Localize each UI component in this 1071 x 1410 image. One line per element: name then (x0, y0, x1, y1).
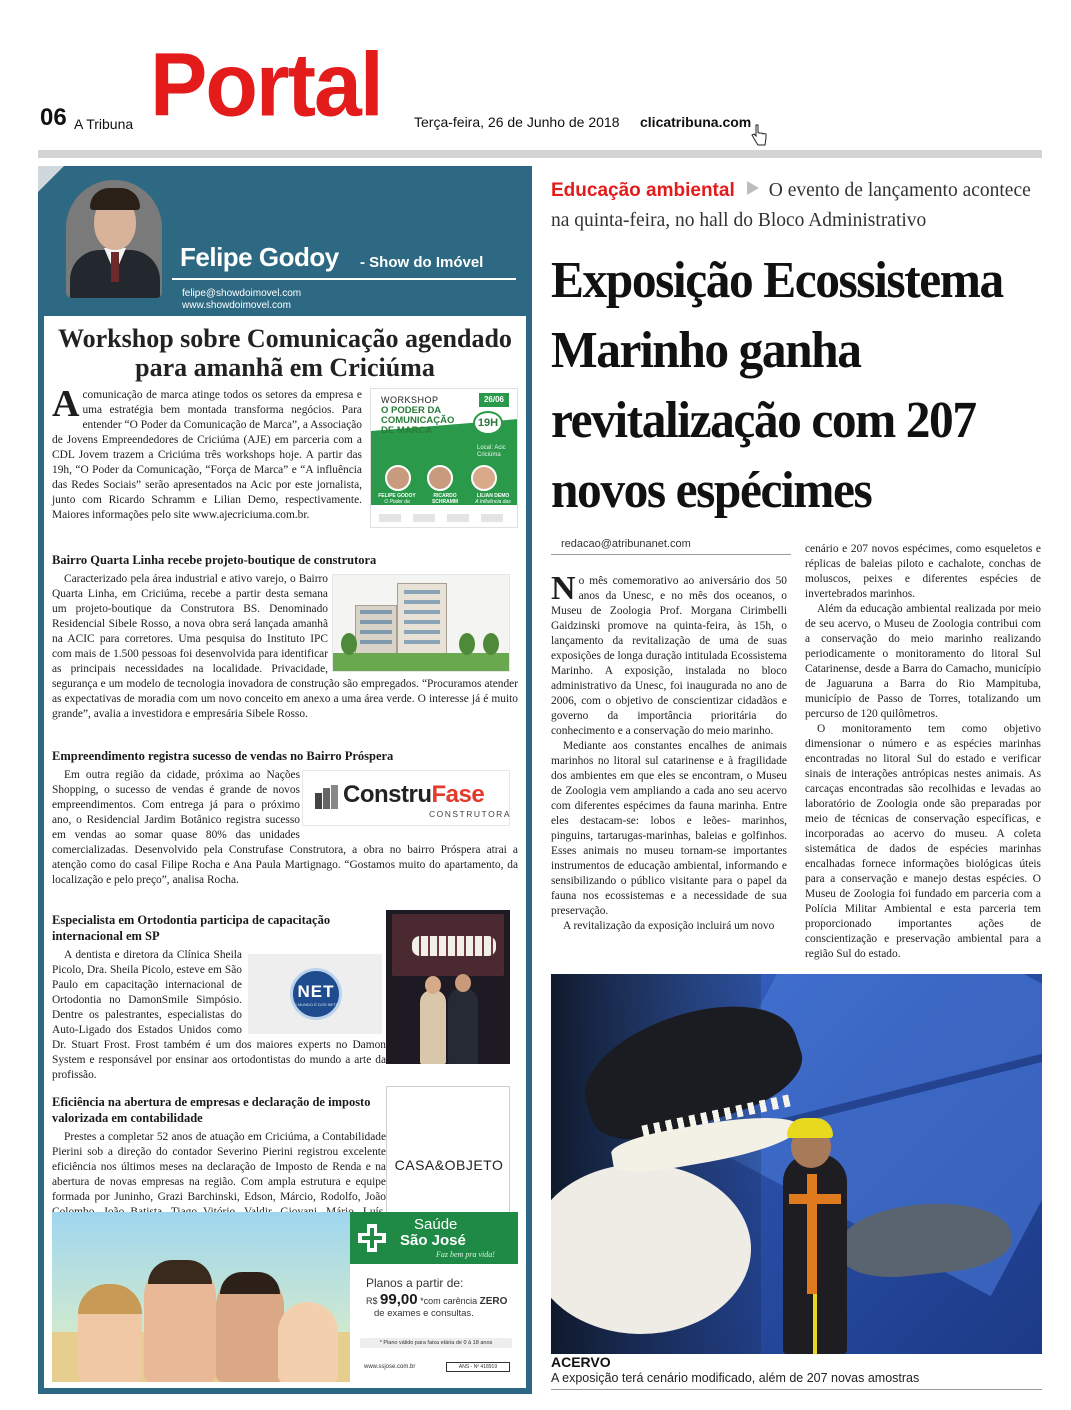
column-name: - Show do Imóvel (360, 254, 484, 271)
ad-price-detail: de exames e consultas. (374, 1308, 474, 1319)
section-title: Portal (150, 34, 382, 136)
story-prospera (52, 748, 518, 906)
corner-accent (38, 166, 64, 192)
story-headline: Empreendimento registra sucesso de vendas no Bairro Próspera (52, 749, 394, 763)
website-link[interactable]: clicatribuna.com (640, 114, 752, 130)
casa-objeto-logo: CASA&OBJETO (386, 1086, 510, 1244)
story-headline: Bairro Quarta Linha recebe projeto-boutique de construtora (52, 553, 377, 567)
speaker-photo (471, 465, 497, 491)
columnist-website[interactable]: www.showdoimovel.com (182, 300, 291, 311)
speaker-3: LILIAN DEMO A Influência das (475, 493, 511, 505)
kicker-text: O evento de lançamento acontece na quinta-feira, no hall do Bloco Administrativo (551, 180, 1031, 231)
masthead (38, 34, 1042, 158)
article-column-2 (805, 542, 1041, 962)
ad-plans-label: Planos a partir de: (366, 1276, 464, 1290)
byline-email[interactable]: redacao@atribunanet.com (551, 538, 791, 555)
event-photo (386, 910, 510, 1064)
flyer-label: WORKSHOP (381, 395, 439, 405)
article-paragraph: O monitoramento tem como objetivo dimensionar o número e as espécies marinhas encontradas no litoral Sul do estado e verificar sinais de interações antrópicas nestes animais. As carcaças encontradas são recolhidas e levadas ao laboratório de Zoologia onde são preparadas por meio de técnicas de conservação específicas, e incorporadas ao acervo do museu. A coleta sistemática de dados de espécies marinhas encalhadas fornece informações biológicas úteis para a conservação e manejo destas espécies. O Museu de Zoologia foi fundado em parceria com a Polícia Militar Ambiental e esta parceria tem proporcionado importantes ações de conscientização e preservação ambiental para a região Sul do estado. (805, 723, 1041, 960)
speaker-2: RICARDO SCHRAMM (431, 493, 459, 505)
net-logo: NET O MUNDO É DOS NETS (248, 954, 382, 1034)
speaker-photo (427, 465, 453, 491)
columnist-email[interactable]: felipe@showdoimovel.com (182, 288, 302, 299)
flyer-fineprint (381, 441, 451, 459)
article-paragraph: Além da educação ambiental realizada por meio de seu acervo, o Museu de Zoologia contribui com a conservação do meio marinho realizando periodicamente o monitoramento do litoral Sul Catarinense, desde a Barra do Camacho, município de Jaguaruna a Barra do Rio Mampituba, município de Passo de Torres, totalizando um percurso de 120 quilômetros. (805, 603, 1041, 720)
story-headline: Especialista em Ortodontia participa de capacitação internacional em SP (52, 913, 331, 943)
building-render-image (332, 574, 510, 672)
story-text: Prestes a completar 52 anos de atuação em Criciúma, a Contabilidade Pierini sob a direção do contador Severino Pierini registrou excelente eficiência nos últimos meses na declaração de Imposto de Renda e na abertura de novas empresas na região. Com ampla estrutura e equipe formada por Juninho, Grazi Barchinski, Edson, Márcio, Rodolfo, João (52, 1131, 386, 1203)
article-column-1 (551, 570, 787, 934)
lead-story (52, 383, 518, 546)
exhibit-photo (551, 974, 1042, 1354)
story-text: Em outra região da cidade, próxima ao Nações Shopping, o sucesso de vendas é grande de novos empreendimentos. Com entrega já para o próximo ano, o Residencial Jardim Botânico registra sucesso em vendas ao somar quase 80% das unidades comercializadas. Desenvolvido pela Construfase Construtora, a obra no bairro Próspera atrai a atenção como do casal Filipe Rocha e Ana Paula Martignago. “Gostamos muito do apartamento, da localização e pelo preço”, analisa Rocha. (52, 769, 518, 886)
photo-caption: A exposição terá cenário modificado, além de 207 novas amostras (551, 1371, 920, 1385)
health-plan-ad[interactable] (52, 1212, 518, 1382)
story-headline: Eficiência na abertura de empresas e declaração de imposto valorizada em contabilidade (52, 1095, 371, 1125)
issue-date: Terça-feira, 26 de Junho de 2018 (414, 114, 620, 130)
article-paragraph: Mediante aos constantes encalhes de animais marinhos no litoral sul catarinense e à fragilidade dos ambientes em que eles se encontram, o Museu de Zoologia vem ampliando a cada ano seu acervo com diferentes espécimes da fauna marinha. Entre eles destacam-se: lobos e leões- marinhos, pinguins, tartarugas-marinhas, baleias e golfinhos. Esses animais no museu tornam-se importantes instrumentos de educação ambiental, informando e sensibilizando o público visitante para o papel da fauna nos ecossistemas e a necessidade de sua preservação. (551, 740, 787, 917)
newspaper-name: A Tribuna (74, 116, 134, 132)
kicker-arrow-icon (747, 181, 759, 195)
flyer-time: 19H (473, 411, 503, 435)
drop-cap: N (551, 570, 576, 607)
column-headline: Workshop sobre Comunicação agendado para amanhã em Criciúma (58, 324, 512, 382)
column-content (44, 316, 526, 1388)
article-headline: Exposição Ecossistema Marinho ganha revitalização com 207 novos espécimes (551, 252, 1003, 519)
columnist-photo (66, 180, 162, 298)
workshop-flyer (370, 388, 518, 528)
columnist-header (38, 166, 532, 316)
hand-cursor-icon (750, 124, 768, 146)
ad-ans-badge: ANS - Nº 418919 (446, 1362, 510, 1372)
flyer-title: O PODER DA COMUNICAÇÃO DE MARCA (381, 405, 455, 436)
kicker-tag: Educação ambiental (551, 180, 735, 201)
columnist-name: Felipe Godoy (180, 242, 339, 272)
speaker-1: FELIPE GODOY O Poder da (378, 493, 416, 505)
header-rule (172, 278, 516, 280)
article-paragraph: A revitalização da exposição incluirá um novo (563, 920, 775, 932)
story-text: A dentista e diretora da Clínica Sheila Picolo, Dra. Sheila Picolo, esteve em São Paulo em capacitação internacional de Ortodontia no DamonSmile Simpósio. Dentre os palestrantes, especialistas do Auto-Ligado dos Estados Unidos como Dr. Stuart Frost. Frost também é um dos maiores experts no Damon System e responsável por ensinar aos ortodontistas do mundo a arte da profissão. (52, 949, 386, 1081)
construfase-logo: ConstruFase CONSTRUTORA (302, 770, 510, 826)
drop-cap: A (52, 383, 80, 425)
story-ortodontia (52, 912, 518, 1088)
columnist-section (38, 166, 532, 1394)
photo-label: ACERVO (551, 1354, 611, 1370)
ad-website[interactable]: www.ssjose.com.br (364, 1364, 416, 1370)
article-paragraph: cenário e 207 novos espécimes, como esqueletos e réplicas de baleias piloto e cachalote, conchas de moluscos, peixes e diferentes espécies de invertebrados marinhos. (805, 543, 1041, 600)
construfase-mark-icon (315, 785, 339, 809)
sponsor-logos (371, 507, 518, 528)
ad-price: R$ 99,00 *com carência ZERO (366, 1291, 508, 1308)
story-quarta-linha (52, 552, 518, 742)
ad-panel (350, 1212, 518, 1382)
caption-rule (551, 1389, 1042, 1390)
story-text: Caracterizado pela área industrial e ativo varejo, o Bairro Quarta Linha, em Criciúma, recebe a partir desta semana um projeto-boutique da Construtora BS. Denominado Residencial Sibele Rosso, a nova obra será lançada amanhã na ACIC para corretores. Uma pesquisa do Instituto IPC com mais de 1.500 pessoas foi desenvolvida para identificar as principais necessidades na localidade. Privacidade, segurança e um modelo de tecnologia inovadora de construção são empregados. “Procuramos atender as expectativas de moradia com um novo conceito em anexo a uma área verde. O interesse já é muito grande”, avalia a investidora e empresária Sibele Rosso. (52, 573, 518, 720)
flyer-location: Local: Acic Criciúma (477, 445, 506, 458)
speaker-photo (385, 465, 411, 491)
flyer-date: 26/06 (479, 393, 509, 407)
article-kicker (551, 176, 1043, 236)
page-number: 06 (40, 104, 67, 131)
lead-text: Acomunicação de marca atinge todos os setores da empresa e uma estratégia bem montada transforma negócios. Para entender “O Poder da Comunicação de Marca”, a Associação de Jovens Empreendedores de Criciúma (AJE) em parceria com a CDL Jovem trazem a Criciúma três workshops hoje. A partir das 19h, “O Poder da Comunicação, “Força de Marca” e “A influência das Redes Sociais” serão apresentados na Acic por este jornalista, junto com Ricardo Schramm e Lilian Demo, respectivamente. Maiores informações pelo site www.ajecriciuma.com.br. (52, 383, 362, 521)
health-cross-icon (356, 1222, 388, 1254)
masthead-rule (38, 150, 1042, 158)
ad-brand-bar: Saúde São José Faz bem pra vida! (350, 1212, 518, 1264)
ad-note: * Plano válido para faixa etária de 0 à 18 anos (360, 1338, 512, 1348)
article-paragraph: No mês comemorativo ao aniversário dos 50 anos da Unesc, e no mês dos oceanos, o Museu de Zoologia Prof. Morgana Cirimbelli Gaidzinski promove na quinta-feira, às 15h, o lançamento da revitalização de uma de suas exposições de longa duração intitulada Ecossistema Marinho. A exposição, instalada no bloco administrativo da Unesc, foi inaugurada no ano de 2006, com o objetivo de conscientizar cidadãos e governo da importância prioritária do conhecimento e a conservação do meio marinho. (551, 570, 787, 737)
